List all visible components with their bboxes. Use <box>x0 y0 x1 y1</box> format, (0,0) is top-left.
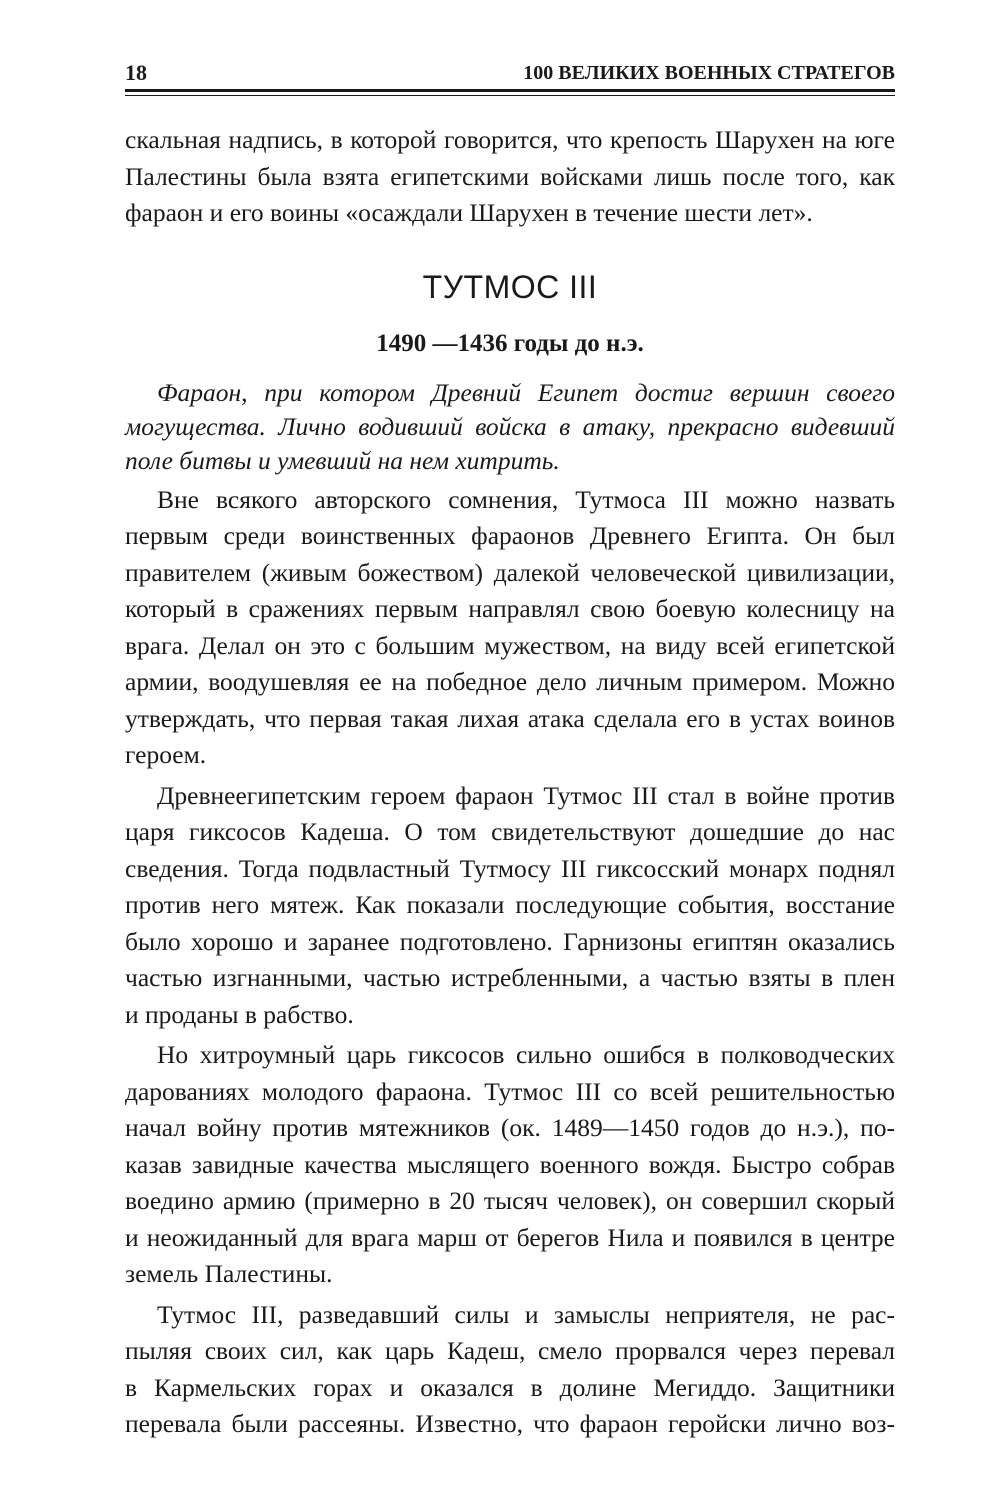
text-line: сведения. Тогда подвластный Тутмосу III гиксосский монарх поднял <box>125 853 895 883</box>
text-line: против него мятеж. Как показали последующие события, восстание <box>125 890 895 920</box>
text-line: врага. Делал он это с большим мужеством, на виду всей египетской <box>125 630 895 660</box>
text-line: и неожиданный для врага марш от берегов Нила и появился в центре <box>125 1222 895 1252</box>
text-line: Но хитроумный царь гиксосов сильно ошибся в полководческих <box>157 1040 895 1070</box>
text-line: фараон и его воины «осаждали Шарухен в течение шести лет». <box>125 198 813 227</box>
header-rule-thin <box>125 95 895 96</box>
text-line: правителем (живым божеством) далекой человеческой цивилизации, <box>125 557 895 587</box>
text-line: Вне всякого авторского сомнения, Тутмоса III можно назвать <box>157 484 895 514</box>
text-line: земель Палестины. <box>125 1259 333 1289</box>
text-line: дарованиях молодого фараона. Тутмос III со всей решительностью <box>125 1076 895 1106</box>
text-line: Палестины была взята египетскими войсками лишь после того, как <box>125 161 895 191</box>
text-line: армии, воодушевляя ее на победное дело личным примером. Можно <box>125 667 895 697</box>
text-line: Тутмос III, разведавший силы и замыслы неприятеля, не рас- <box>157 1299 895 1329</box>
epigraph-line: поле битвы и умевший на нем хитрить. <box>125 445 560 475</box>
running-head <box>125 55 895 85</box>
text-line: было хорошо и заранее подготовлено. Гарнизоны египтян оказались <box>125 926 895 956</box>
epigraph <box>125 376 895 478</box>
text-line: воедино армию (примерно в 20 тысяч человек), он совершил скорый <box>125 1186 895 1216</box>
chapter-title: ТУТМОС III <box>422 268 598 305</box>
text-line: первым среди воинственных фараонов Древнего Египта. Он был <box>125 521 895 551</box>
text-line: начал войну против мятежников (ок. 1489—1450 годов до н.э.), по- <box>125 1113 895 1143</box>
page-number: 18 <box>125 60 147 85</box>
intro-text <box>125 122 895 232</box>
text-line: Древнеегипетским героем фараон Тутмос III стал в войне против <box>157 780 895 810</box>
text-line: утверждать, что первая такая лихая атака сделала его в устах воинов <box>125 703 895 733</box>
text-line: скальная надпись, в которой говорится, что крепость Шарухен на юге <box>125 125 895 154</box>
text-line: казав завидные качества мыслящего военного вождя. Быстро собрав <box>125 1149 895 1179</box>
text-line: частью изгнанными, частью истребленными, а частью взяты в плен <box>125 963 895 993</box>
text-line: который в сражениях первым направлял свою боевую колесницу на <box>125 594 895 624</box>
header-rule-thick <box>125 89 895 92</box>
book-page <box>125 55 895 1443</box>
text-line: царя гиксосов Кадеша. О том свидетельствуют дошедшие до нас <box>125 817 895 847</box>
text-line: перевала были рассеяны. Известно, что фараон геройски лично воз- <box>125 1409 895 1439</box>
epigraph-line: могущества. Лично водивший войска в атаку, прекрасно видевший <box>125 411 895 441</box>
text-line: и проданы в рабство. <box>125 999 354 1029</box>
paragraph <box>125 778 895 1034</box>
text-line: пыляя своих сил, как царь Кадеш, смело прорвался через перевал <box>125 1336 895 1366</box>
book-title: 100 ВЕЛИКИХ ВОЕННЫХ СТРАТЕГОВ <box>523 62 895 84</box>
chapter-dates: 1490 —1436 годы до н.э. <box>376 329 644 357</box>
intro-paragraph <box>125 122 895 232</box>
epigraph-line: Фараон, при котором Древний Египет достиг вершин своего <box>157 377 895 407</box>
paragraph <box>125 482 895 774</box>
chapter-body <box>125 482 895 1443</box>
text-line: героем. <box>125 740 207 770</box>
text-line: в Кармельских горах и оказался в долине Мегиддо. Защитники <box>125 1372 895 1402</box>
paragraph <box>125 1037 895 1293</box>
paragraph <box>125 1297 895 1443</box>
